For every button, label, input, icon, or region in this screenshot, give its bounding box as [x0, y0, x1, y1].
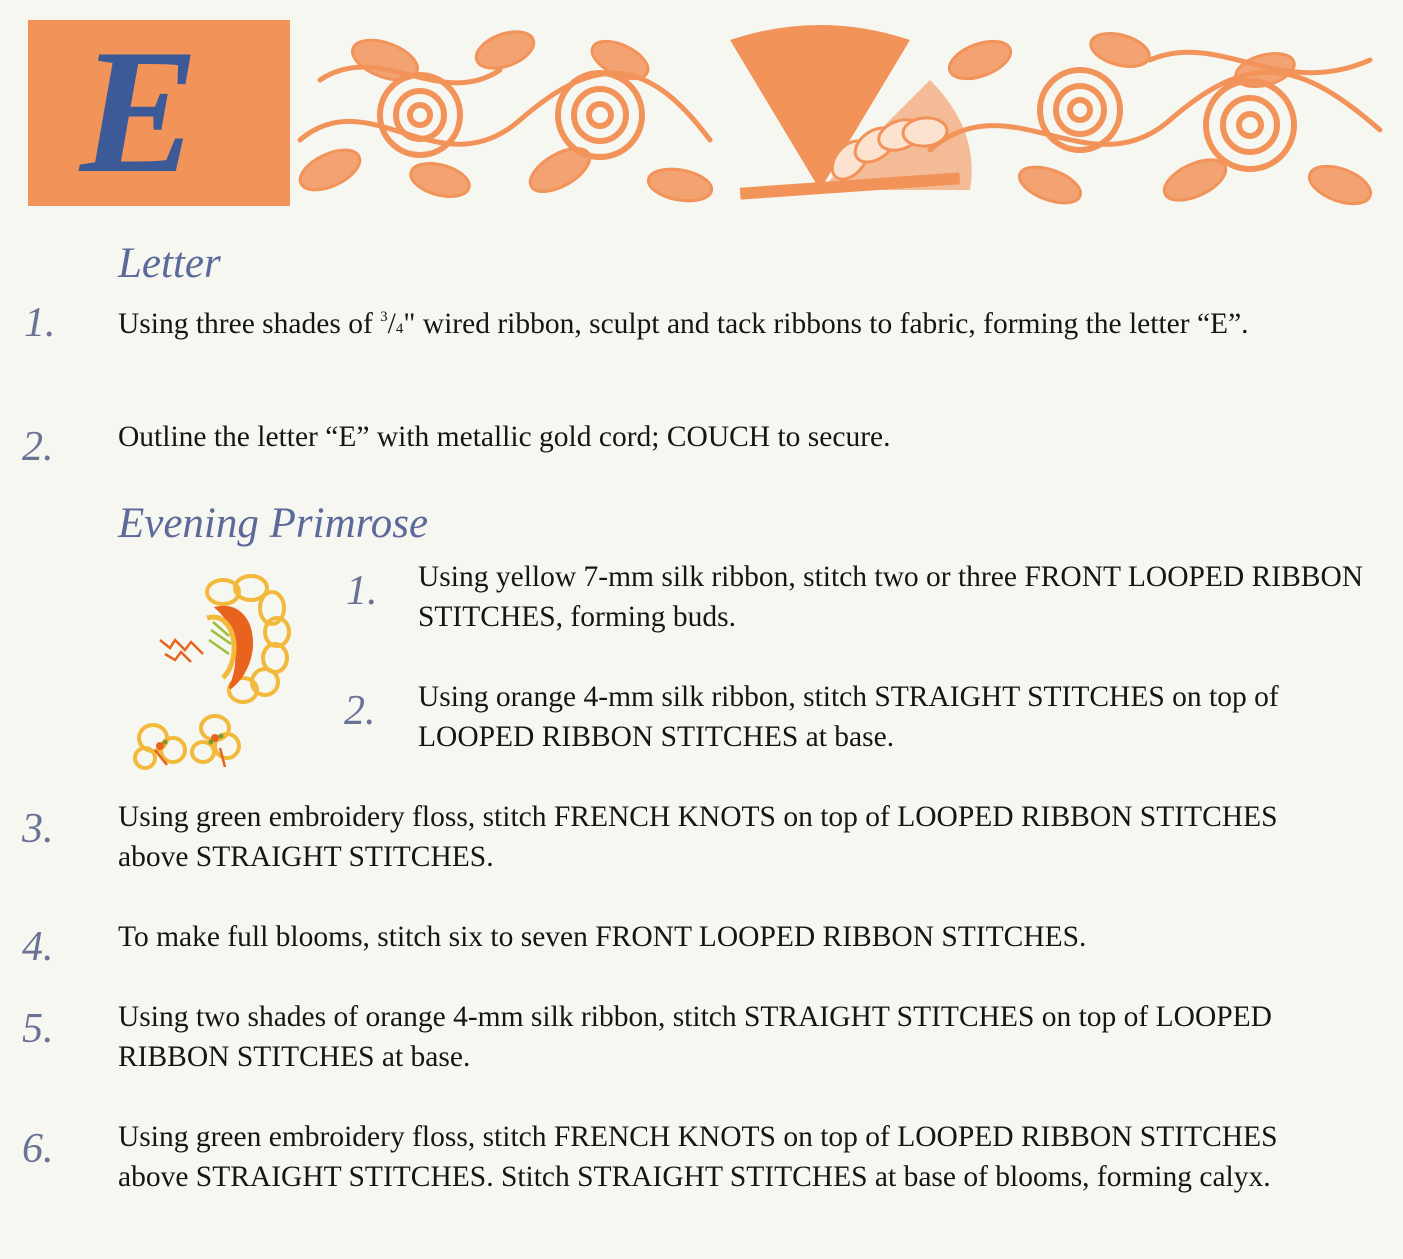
step-number: 5. [22, 1006, 54, 1052]
step-number: 6. [22, 1126, 54, 1172]
step-text-part: Using three shades of [118, 308, 381, 340]
step-text-primrose-4: To make full blooms, stitch six to seven FRONT LOOPED RIBBON STITCHES. [118, 921, 1087, 953]
step-number: 1. [24, 300, 56, 346]
step-number: 2. [22, 424, 54, 470]
step-number: 4. [22, 924, 54, 970]
step-number: 3. [22, 806, 54, 852]
primrose-illustration [125, 570, 305, 775]
step-text-primrose-6: Using green embroidery floss, stitch FRENCH KNOTS on top of LOOPED RIBBON STITCHES above STRAIGHT STITCHES. Stitch STRAIGHT STITCHES at base of blooms, forming calyx. [118, 1121, 1278, 1193]
step-number: 1. [346, 568, 378, 614]
floral-fan-border [290, 20, 1390, 216]
step-text-letter-2: Outline the letter “E” with metallic gold cord; COUCH to secure. [118, 421, 891, 453]
header-banner [28, 12, 1390, 216]
step-text-primrose-1: Using yellow 7-mm silk ribbon, stitch two or three FRONT LOOPED RIBBON STITCHES, forming buds. [418, 561, 1364, 633]
drop-cap-letter: E [80, 12, 199, 210]
step-number: 2. [344, 688, 376, 734]
fraction-numerator: 3 [380, 309, 388, 325]
drop-cap-box [28, 12, 290, 210]
section-heading-letter: Letter [118, 240, 221, 287]
step-text-primrose-5: Using two shades of orange 4-mm silk ribbon, stitch STRAIGHT STITCHES on top of LOOPED RIBBON STITCHES at base. [118, 1001, 1272, 1073]
fraction-denominator: 4 [395, 321, 404, 337]
fraction: $^3$/4 [380, 308, 404, 340]
step-text-part: " wired ribbon, sculpt and tack ribbons to fabric, forming the letter “E”. [403, 308, 1249, 340]
step-text-letter-1 [118, 297, 1348, 349]
step-text-primrose-3: Using green embroidery floss, stitch FRENCH KNOTS on top of LOOPED RIBBON STITCHES above STRAIGHT STITCHES. [118, 801, 1278, 873]
step-text-primrose-2: Using orange 4-mm silk ribbon, stitch STRAIGHT STITCHES on top of LOOPED RIBBON STITCHES at base. [418, 681, 1279, 753]
section-heading-evening-primrose: Evening Primrose [118, 500, 429, 547]
